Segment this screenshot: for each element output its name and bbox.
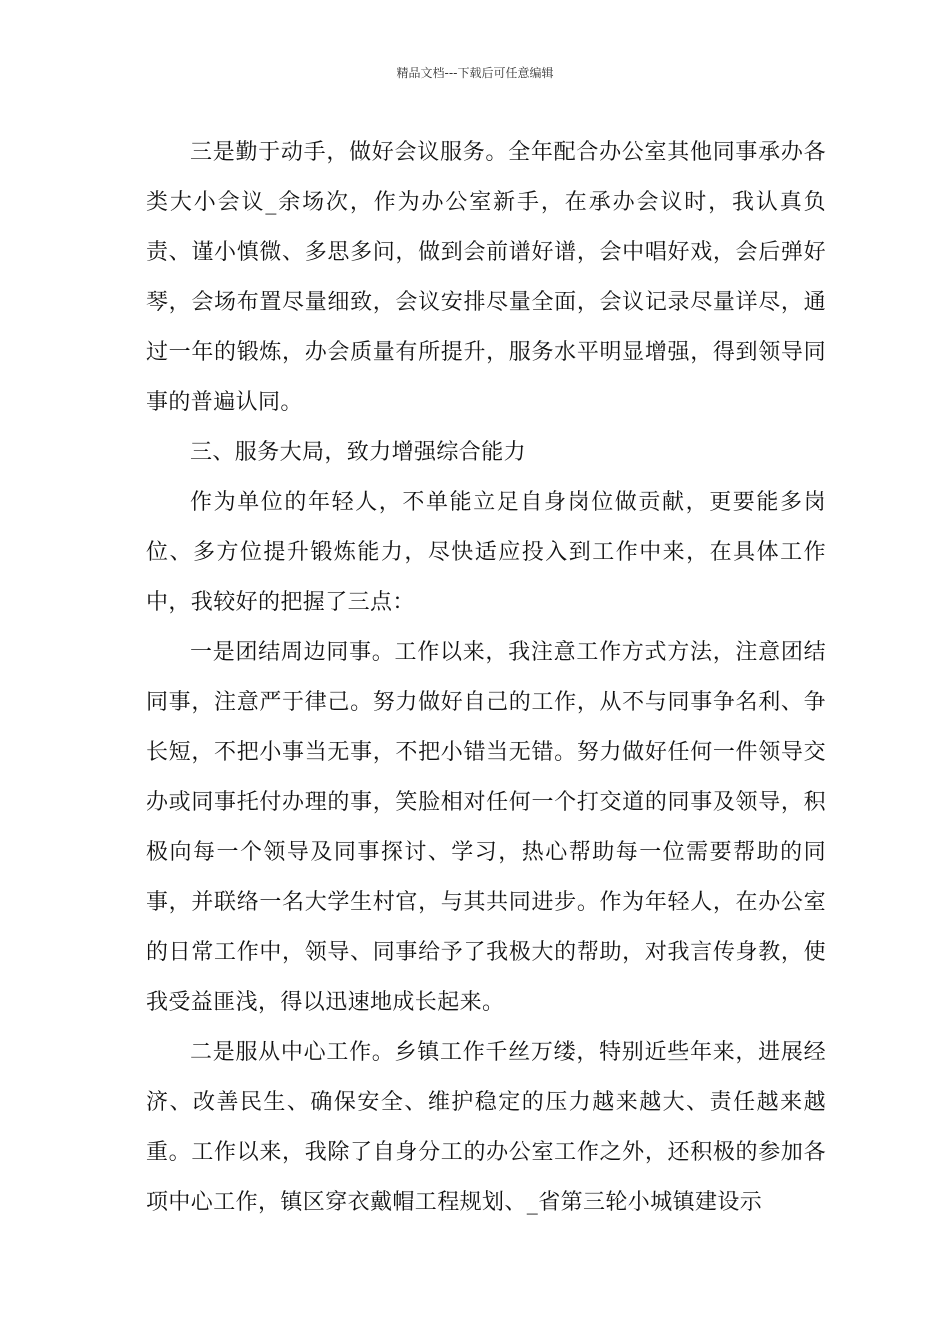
document-body [146, 128, 826, 1228]
paragraph-unite-colleagues: 一是团结周边同事。工作以来，我注意工作方式方法，注意团结同事，注意严于律己。努力做好自己的工作，从不与同事争名利、争长短，不把小事当无事，不把小错当无错。努力做好任何一件领导交办或同事托付办理的事，笑脸相对任何一个打交道的同事及领导，积极向每一个领导及同事探讨、学习，热心帮助每一位需要帮助的同事，并联络一名大学生村官，与其共同进步。作为年轻人，在办公室的日常工作中，领导、同事给予了我极大的帮助，对我言传身教，使我受益匪浅，得以迅速地成长起来。 [146, 640, 826, 1015]
paragraph-young-staff: 作为单位的年轻人，不单能立足自身岗位做贡献，更要能多岗位、多方位提升锻炼能力，尽快适应投入到工作中来，在具体工作中，我较好的把握了三点： [146, 490, 826, 615]
section-heading-serve-overall: 三、服务大局，致力增强综合能力 [190, 440, 527, 465]
paragraph-central-work: 二是服从中心工作。乡镇工作千丝万缕，特别近些年来，进展经济、改善民生、确保安全、维护稳定的压力越来越大、责任越来越重。工作以来，我除了自身分工的办公室工作之外，还积极的参加各项中心工作，镇区穿衣戴帽工程规划、_省第三轮小城镇建设示 [146, 1040, 826, 1215]
paragraph-meeting-service: 三是勤于动手，做好会议服务。全年配合办公室其他同事承办各类大小会议_余场次，作为办公室新手，在承办会议时，我认真负责、谨小慎微、多思多问，做到会前谱好谱，会中唱好戏，会后弹好琴，会场布置尽量细致，会议安排尽量全面，会议记录尽量详尽，通过一年的锻炼，办会质量有所提升，服务水平明显增强，得到领导同事的普遍认同。 [146, 140, 826, 415]
page-header: 精品文档---下载后可任意编辑 [396, 66, 554, 80]
